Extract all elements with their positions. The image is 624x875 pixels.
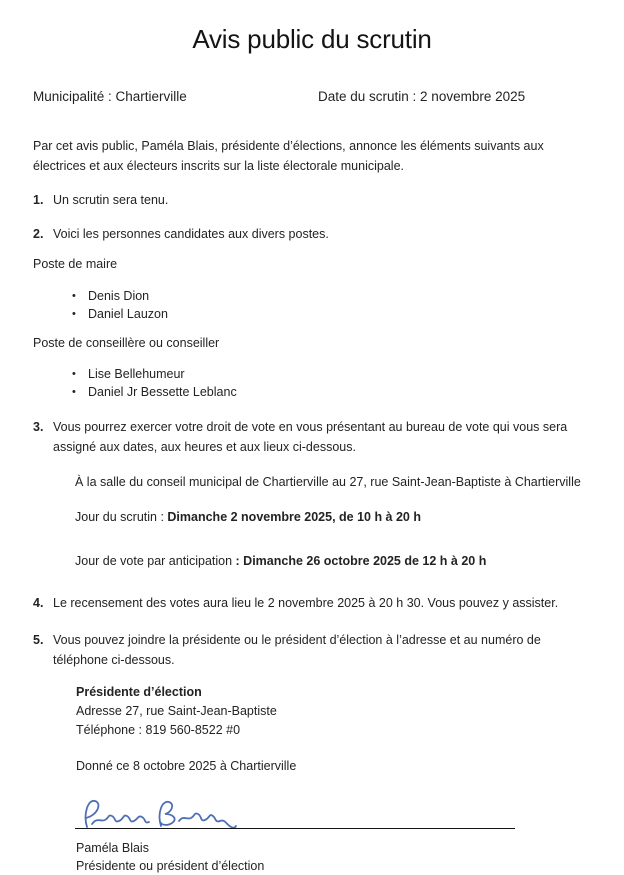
bullet-icon: • <box>72 289 76 302</box>
signature-block <box>33 789 591 837</box>
list-item <box>72 383 591 401</box>
councillor-post-heading: Poste de conseillère ou conseiller <box>33 335 220 350</box>
municipality-label: Municipalité : Chartierville <box>33 89 187 104</box>
candidate-name: Daniel Lauzon <box>88 306 168 321</box>
numbered-item-4 <box>33 593 591 613</box>
item-text: Vous pouvez joindre la présidente ou le président d’élection à l’adresse et au numéro de téléphone ci-dessous. <box>53 633 541 667</box>
candidate-name: Denis Dion <box>88 288 150 303</box>
header-row <box>33 87 591 107</box>
polling-day-line <box>75 507 591 527</box>
mayor-post-heading: Poste de maire <box>33 257 118 271</box>
bullet-icon: • <box>72 368 76 380</box>
contact-block <box>76 683 591 740</box>
list-item <box>72 287 591 305</box>
candidate-name: Daniel Jr Bessette Leblanc <box>88 385 237 399</box>
numbered-item-1 <box>33 190 591 210</box>
given-at-line: Donné ce 8 octobre 2025 à Chartierville <box>76 759 297 773</box>
intro-paragraph: Par cet avis public, Paméla Blais, présidente d’élections, annonce les éléments suivants aux électrices et aux électeurs inscrits sur la liste électorale municipale. <box>33 139 544 173</box>
advance-polling-value: : Dimanche 26 octobre 2025 de 12 h à 20 h <box>235 554 487 568</box>
mayor-candidate-list <box>33 287 591 323</box>
page-title: Avis public du scrutin <box>192 24 432 54</box>
item-number: 3. <box>33 420 44 434</box>
voting-location-line: À la salle du conseil municipal de Chartierville au 27, rue Saint-Jean-Baptiste à Chartierville <box>75 475 581 489</box>
scrutin-date-label: Date du scrutin : 2 novembre 2025 <box>318 89 526 104</box>
signature-line <box>75 828 515 829</box>
bullet-icon: • <box>72 386 76 398</box>
numbered-item-5 <box>33 630 591 670</box>
item-number: 5. <box>33 633 44 647</box>
item-number: 1. <box>33 193 44 207</box>
candidate-name: Lise Bellehumeur <box>88 367 185 381</box>
item-number: 4. <box>33 596 44 610</box>
contact-role: Présidente d’élection <box>76 685 202 699</box>
item-text: Un scrutin sera tenu. <box>53 193 169 207</box>
signature-stroke <box>86 800 149 826</box>
numbered-item-3 <box>33 417 591 457</box>
contact-address: Adresse 27, rue Saint-Jean-Baptiste <box>76 704 277 718</box>
signatory-name: Paméla Blais <box>76 840 149 855</box>
advance-polling-label: Jour de vote par anticipation <box>75 554 236 568</box>
item-text: Le recensement des votes aura lieu le 2 novembre 2025 à 20 h 30. Vous pouvez y assister. <box>53 596 559 610</box>
contact-phone: Téléphone : 819 560-8522 #0 <box>76 723 241 737</box>
list-item <box>72 305 591 323</box>
item-text: Voici les personnes candidates aux divers postes. <box>53 227 329 241</box>
bullet-icon: • <box>72 307 76 320</box>
numbered-item-2 <box>33 224 591 244</box>
polling-day-label: Jour du scrutin : <box>75 510 168 524</box>
list-item <box>72 365 591 383</box>
councillor-candidate-list <box>33 365 591 401</box>
item-number: 2. <box>33 227 44 241</box>
signature-stroke <box>160 801 236 827</box>
advance-polling-line <box>75 551 591 571</box>
polling-day-value: Dimanche 2 novembre 2025, de 10 h à 20 h <box>167 510 421 524</box>
document-page <box>0 24 624 873</box>
item-text: Vous pourrez exercer votre droit de vote en vous présentant au bureau de vote qui vous sera assigné aux dates, aux heures et aux lieux ci-dessous. <box>53 420 568 454</box>
signatory-role: Présidente ou président d’élection <box>76 858 265 873</box>
